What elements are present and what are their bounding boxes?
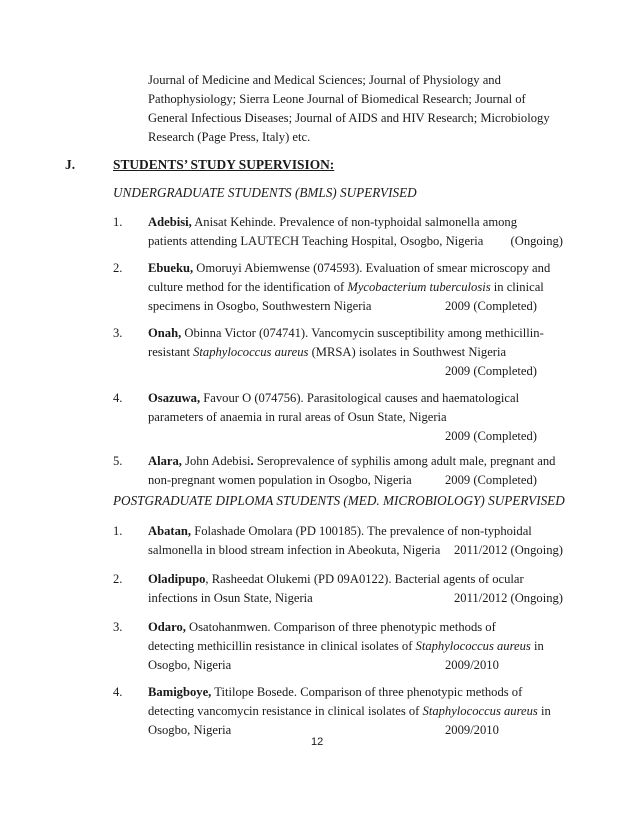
page-number: 12 <box>311 736 324 748</box>
item-number: 1. <box>113 524 123 538</box>
item-text: in <box>537 704 551 718</box>
item-status: 2009/2010 <box>445 658 499 672</box>
item-status: 2009 (Completed) <box>445 299 537 313</box>
journals-line: Pathophysiology; Sierra Leone Journal of Biomedical Research; Journal of <box>148 92 526 106</box>
student-name: Ebueku, <box>148 261 194 275</box>
item-text: specimens in Osogbo, Southwestern Nigeria <box>148 299 372 313</box>
item-text: Osogbo, Nigeria <box>148 723 232 737</box>
item-text: detecting vancomycin resistance in clinical isolates of <box>148 704 423 718</box>
item-status: 2011/2012 (Ongoing) <box>453 591 563 605</box>
item-number: 2. <box>113 572 123 586</box>
item-status: 2011/2012 (Ongoing) <box>453 543 563 557</box>
item-text: (MRSA) isolates in Southwest Nigeria <box>308 345 507 359</box>
item-text: patients attending LAUTECH Teaching Hospital, Osogbo, Nigeria <box>148 234 484 248</box>
item-number: 5. <box>113 454 123 468</box>
item-text: Omoruyi Abiemwense (074593). Evaluation of smear microscopy and <box>193 261 551 275</box>
item-text: Osatohanmwen. Comparison of three phenotypic methods of <box>185 620 496 634</box>
item-text: Titilope Bosede. Comparison of three phenotypic methods of <box>211 685 523 699</box>
item-text: Obinna Victor (074741). Vancomycin susceptibility among methicillin- <box>181 326 544 340</box>
organism-name: Staphylococcus aureus <box>193 345 309 359</box>
item-text: Anisat Kehinde. Prevalence of non-typhoidal salmonella among <box>191 215 518 229</box>
item-text: Osogbo, Nigeria <box>148 658 232 672</box>
item-text: infections in Osun State, Nigeria <box>148 591 313 605</box>
item-status: 2009 (Completed) <box>445 429 537 443</box>
student-name: Bamigboye, <box>148 685 212 699</box>
item-number: 2. <box>113 261 123 275</box>
item-status: 2009 (Completed) <box>445 473 537 487</box>
journals-line: Journal of Medicine and Medical Sciences; Journal of Physiology and <box>148 73 501 87</box>
organism-name: Staphylococcus aureus <box>422 704 538 718</box>
item-text: non-pregnant women population in Osogbo, Nigeria <box>148 473 412 487</box>
postgraduate-heading: POSTGRADUATE DIPLOMA STUDENTS (MED. MICROBIOLOGY) SUPERVISED <box>113 493 565 508</box>
item-number: 1. <box>113 215 123 229</box>
student-name: Osazuwa, <box>148 391 201 405</box>
undergraduate-heading: UNDERGRADUATE STUDENTS (BMLS) SUPERVISED <box>113 185 417 200</box>
student-name: Alara, <box>148 454 182 468</box>
item-text: parameters of anaemia in rural areas of Osun State, Nigeria <box>148 410 447 424</box>
journals-line: Research (Page Press, Italy) etc. <box>148 130 311 144</box>
item-text: in clinical <box>490 280 544 294</box>
section-title: STUDENTS’ STUDY SUPERVISION: <box>113 157 335 172</box>
item-text: Favour O (074756). Parasitological causes and haematological <box>200 391 520 405</box>
item-text: , Rasheedat Olukemi (PD 09A0122). Bacterial agents of ocular <box>205 572 524 586</box>
student-name: Abatan, <box>148 524 192 538</box>
item-text: resistant <box>148 345 194 359</box>
item-number: 3. <box>113 620 123 634</box>
student-name: Oladipupo <box>148 572 206 586</box>
item-status: (Ongoing) <box>510 234 563 248</box>
item-text: salmonella in blood stream infection in Abeokuta, Nigeria <box>148 543 441 557</box>
item-status: 2009/2010 <box>445 723 499 737</box>
student-name: Adebisi, <box>148 215 192 229</box>
item-text: in <box>530 639 544 653</box>
item-status: 2009 (Completed) <box>445 364 537 378</box>
item-number: 4. <box>113 685 123 699</box>
item-text: Folashade Omolara (PD 100185). The prevalence of non-typhoidal <box>191 524 532 538</box>
item-text: detecting methicillin resistance in clinical isolates of <box>148 639 416 653</box>
student-name: Onah, <box>148 326 182 340</box>
item-number: 3. <box>113 326 123 340</box>
item-number: 4. <box>113 391 123 405</box>
organism-name: Staphylococcus aureus <box>415 639 531 653</box>
item-text: Seroprevalence of syphilis among adult male, pregnant and <box>253 454 556 468</box>
journals-line: General Infectious Diseases; Journal of AIDS and HIV Research; Microbiology <box>148 111 550 125</box>
student-name: Odaro, <box>148 620 186 634</box>
item-text: culture method for the identification of <box>148 280 348 294</box>
section-letter: J. <box>65 157 76 172</box>
organism-name: Mycobacterium tuberculosis <box>347 280 491 294</box>
item-text: John Adebisi <box>181 454 251 468</box>
item-text: . <box>250 454 254 468</box>
